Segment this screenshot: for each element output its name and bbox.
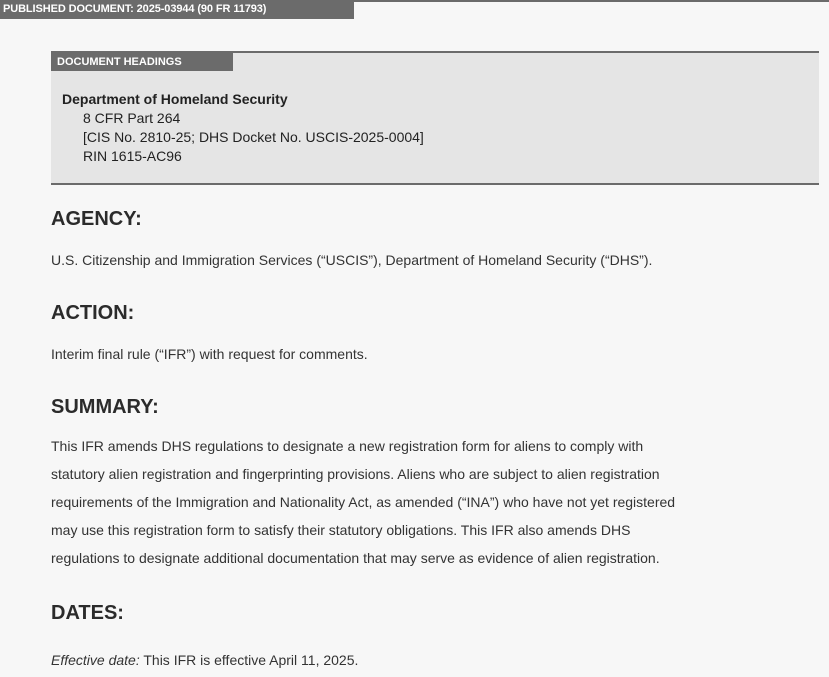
effective-date-text: This IFR is effective April 11, 2025. [139, 652, 359, 668]
heading-agency-name: Department of Homeland Security [62, 91, 288, 107]
summary-section-title: SUMMARY: [51, 396, 159, 418]
effective-date-label: Effective date: [51, 652, 140, 668]
summary-line: This IFR amends DHS regulations to designate a new registration form for aliens to comply with [51, 438, 644, 454]
heading-cfr-part: 8 CFR Part 264 [83, 110, 181, 126]
summary-section-text [51, 432, 796, 572]
document-headings-tab: DOCUMENT HEADINGS [51, 53, 233, 71]
summary-line: may use this registration form to satisfy their statutory obligations. This IFR also amends DHS [51, 522, 631, 538]
summary-line: regulations to designate additional documentation that may serve as evidence of alien registration. [51, 550, 660, 566]
action-section-title: ACTION: [51, 302, 135, 324]
action-section-text: Interim final rule (“IFR”) with request for comments. [51, 346, 368, 362]
document-headings-box [51, 51, 819, 185]
dates-section-text [51, 652, 358, 668]
agency-section-title: AGENCY: [51, 208, 142, 230]
heading-docket-number: [CIS No. 2810-25; DHS Docket No. USCIS-2025-0004] [83, 129, 424, 145]
dates-section-title: DATES: [51, 602, 124, 624]
agency-section-text: U.S. Citizenship and Immigration Services (“USCIS”), Department of Homeland Security (“DHS”). [51, 252, 653, 268]
summary-line: requirements of the Immigration and Nationality Act, as amended (“INA”) who have not yet registered [51, 494, 676, 510]
summary-line: statutory alien registration and fingerprinting provisions. Aliens who are subject to alien registration [51, 466, 660, 482]
heading-rin: RIN 1615-AC96 [83, 148, 182, 164]
published-document-tab: PUBLISHED DOCUMENT: 2025-03944 (90 FR 11793) [0, 0, 354, 19]
